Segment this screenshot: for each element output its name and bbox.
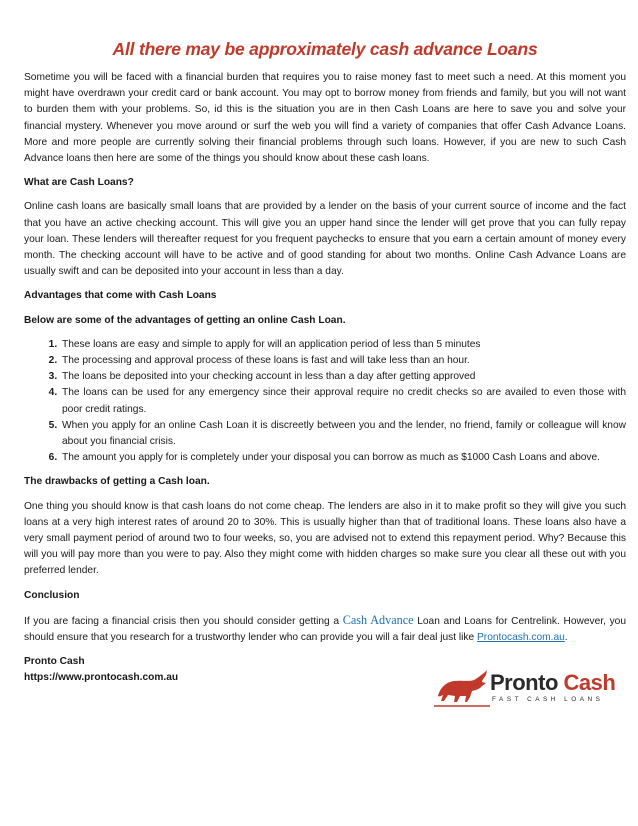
list-item: 4. The loans can be used for any emergency since their approval require no credit checks so are availed to even those with poor credit ratings. [60,385,626,417]
list-item: 2. The processing and approval process of these loans is fast and will take less than an hour. [60,353,626,369]
section-heading-conclusion: Conclusion [24,589,80,601]
pronto-cash-logo [432,664,616,714]
conclusion-text-middle: Loan and Loans for Centrelink. However, you should ensure that you research for a trustworthy lender who can provide you will a fair deal just like [24,615,626,644]
cash-advance-link[interactable]: Cash Advance [342,612,414,627]
logo-brand-second: Cash [563,670,616,695]
list-item: 5. When you apply for an online Cash Loan it is discreetly between you and the lender, no friend, family or colleague will know about you financial crisis. [60,418,626,450]
document-page [24,38,626,686]
logo-brand-first: Pronto [490,670,558,695]
list-item: 6. The amount you apply for is completely under your disposal you can borrow as much as $1000 Cash Loans and above. [60,450,626,466]
intro-paragraph: Sometime you will be faced with a financial burden that requires you to raise money fast to meet such a need. At this moment you might have overdrawn your credit card or bank account. You may opt to borrow money from friends and family, but you will not want to burden them with your problems. So, id this is the situation you are in then Cash Loans are here to save you and solve your financial mystery. Whenever you move around or surf the web you will find a variety of companies that offer Cash Advance Loans. More and more people are currently solving their financial problems through such loans. However, if you are new to such Cash Advance loans then here are some of the things you should know about these cash loans. [24,72,626,165]
bull-icon [432,666,492,710]
section-body-what-are-cash-loans: Online cash loans are basically small loans that are provided by a lender on the basis of your current source of income and the fact that you have an active checking account. This will give you an upper hand since the lender will get prove that you can fully repay your loan. These lenders will thereafter request for you frequent paychecks to ensure that you earn a certain amount of money every month. The checking account will have to be active and of good standing for about two months. Online Cash Advance Loans are usually swift and can be deposited into your account in less than a day. [24,201,626,278]
conclusion-paragraph [24,612,626,646]
section-heading-what-are-cash-loans: What are Cash Loans? [24,177,134,189]
advantages-list [24,337,626,467]
advantages-subheading: Below are some of the advantages of getting an online Cash Loan. [24,314,346,326]
contact-url: https://www.prontocash.com.au [24,672,179,684]
contact-name: Pronto Cash [24,656,85,668]
section-heading-drawbacks: The drawbacks of getting a Cash loan. [24,476,210,488]
section-body-drawbacks: One thing you should know is that cash loans do not come cheap. The lenders are also in it to make profit so they will give you such loans at a very high interest rates of around 20 to 30%. This is usually higher than that of traditional loans. These loans also have a very small payment period of around two to four weeks, so, you are advised not to extend this repayment period. Why? Because this will you will pay more than you were to pay. Also they might come with hidden charges so make sure you clear all these out with you preferred lender. [24,500,626,577]
conclusion-text-end: . [564,632,568,644]
page-title: All there may be approximately cash advance Loans [112,39,538,59]
list-item: 1. These loans are easy and simple to apply for will an application period of less than 5 minutes [60,337,626,353]
section-heading-advantages: Advantages that come with Cash Loans [24,290,217,302]
list-item: 3. The loans be deposited into your checking account in less than a day after getting approved [60,369,626,385]
logo-brand [490,670,615,696]
logo-tagline: FAST CASH LOANS [492,696,604,703]
conclusion-text-start: If you are facing a financial crisis then you should consider getting a [24,615,343,627]
prontocash-link[interactable]: Prontocash.com.au [477,632,565,644]
